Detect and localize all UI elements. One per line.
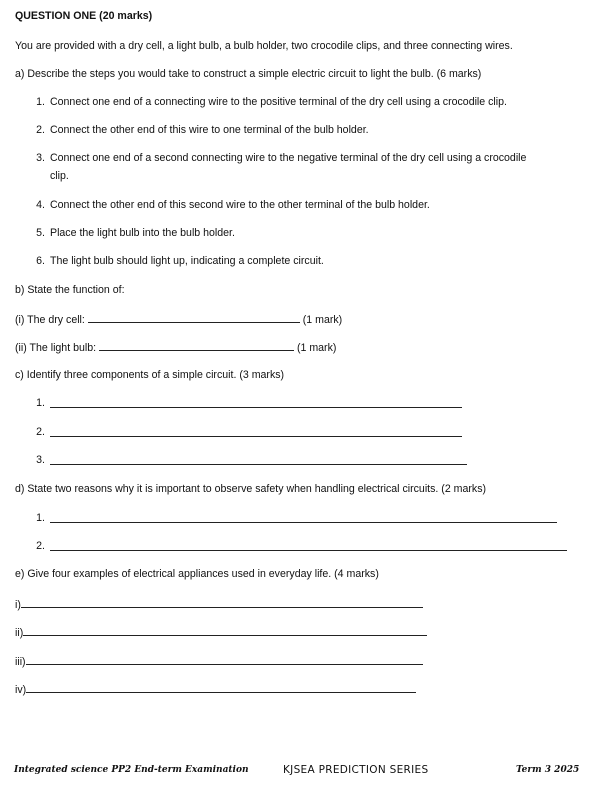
part-e-item — [15, 624, 427, 640]
answer-number: 1. — [36, 397, 45, 409]
answer-blank[interactable] — [21, 596, 423, 608]
answer-blank[interactable] — [23, 624, 427, 636]
part-b-prompt: b) State the function of: — [15, 284, 125, 296]
part-e-item — [15, 596, 423, 612]
footer-right: Term 3 2025 — [516, 765, 580, 775]
answer-number: 2. — [36, 426, 45, 438]
part-b-item — [15, 311, 342, 327]
part-b-item — [15, 339, 336, 355]
answer-blank[interactable] — [50, 511, 557, 523]
answer-number: ii) — [15, 627, 24, 639]
answer-blank[interactable] — [50, 425, 462, 437]
step-text: Connect the other end of this second wire to the other terminal of the bulb holder. — [50, 199, 430, 211]
step-text: The light bulb should light up, indicating a complete circuit. — [50, 255, 324, 267]
footer-left: Integrated science PP2 End-term Examination — [14, 765, 249, 775]
step-text: Place the light bulb into the bulb holder. — [50, 227, 235, 239]
footer-center: KJSEA PREDICTION SERIES — [283, 764, 429, 776]
answer-number: iii) — [15, 656, 26, 668]
marks: (1 mark) — [296, 342, 337, 354]
answer-blank[interactable] — [50, 539, 567, 551]
answer-number: i) — [15, 599, 21, 611]
step-number: 6. — [36, 255, 45, 267]
part-e-item — [15, 653, 423, 669]
answer-number: 3. — [36, 454, 45, 466]
step-number: 5. — [36, 227, 45, 239]
step-number: 1. — [36, 96, 45, 108]
answer-blank[interactable] — [26, 653, 423, 665]
answer-number: iv) — [15, 684, 27, 696]
part-c-prompt: c) Identify three components of a simple circuit. (3 marks) — [15, 369, 285, 381]
question-title: QUESTION ONE (20 marks) — [15, 10, 153, 22]
item-label: (i) The dry cell: — [15, 314, 85, 326]
part-e-prompt: e) Give four examples of electrical appliances used in everyday life. (4 marks) — [15, 568, 379, 580]
step-number: 4. — [36, 199, 45, 211]
answer-blank[interactable] — [99, 339, 294, 351]
answer-blank[interactable] — [26, 681, 416, 693]
step-text-continued: clip. — [50, 170, 69, 182]
step-number: 3. — [36, 152, 45, 164]
answer-number: 1. — [36, 512, 45, 524]
answer-number: 2. — [36, 540, 45, 552]
step-text: Connect the other end of this wire to one terminal of the bulb holder. — [50, 124, 369, 136]
part-a-prompt: a) Describe the steps you would take to construct a simple electric circuit to light the bulb. (6 marks) — [15, 68, 482, 80]
step-number: 2. — [36, 124, 45, 136]
item-label: (ii) The light bulb: — [15, 342, 97, 354]
step-text: Connect one end of a connecting wire to the positive terminal of the dry cell using a crocodile clip. — [50, 96, 507, 108]
marks: (1 mark) — [302, 314, 343, 326]
part-d-prompt: d) State two reasons why it is important to observe safety when handling electrical circuits. (2 marks) — [15, 483, 487, 495]
part-e-item — [15, 681, 416, 697]
answer-blank[interactable] — [88, 311, 300, 323]
answer-blank[interactable] — [50, 396, 462, 408]
answer-blank[interactable] — [50, 453, 467, 465]
intro-text: You are provided with a dry cell, a light bulb, a bulb holder, two crocodile clips, and three connecting wires. — [15, 40, 513, 52]
step-text: Connect one end of a second connecting wire to the negative terminal of the dry cell using a crocodile — [50, 152, 527, 164]
